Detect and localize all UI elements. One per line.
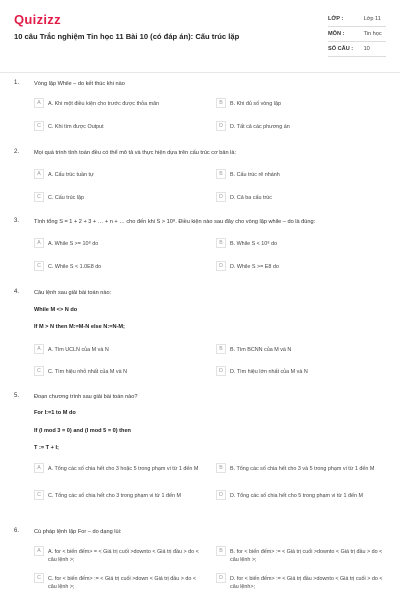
divider (328, 26, 386, 27)
question-text: Vòng lặp While – do kết thúc khi nào (34, 81, 125, 87)
option-d[interactable] (216, 121, 386, 133)
option-a[interactable] (34, 98, 204, 110)
option-text: D. Cả ba cấu trúc (230, 195, 272, 201)
meta-label: SỐ CÂU : (328, 46, 354, 52)
option-letter: A (34, 238, 44, 248)
option-letter: A (34, 169, 44, 179)
code-line: If M > N then M:=M-N else N:=N-M; (34, 324, 125, 330)
option-d[interactable] (216, 261, 386, 273)
option-text: C. Khi tìm được Output (48, 124, 104, 130)
option-d[interactable] (216, 573, 386, 595)
option-text: C. While S < 1.0E8 do (48, 264, 102, 270)
option-b[interactable] (216, 344, 386, 356)
quizizz-logo: Quizizz (14, 12, 61, 27)
option-b[interactable] (216, 546, 386, 568)
option-text: A. Tìm UCLN của M và N (48, 347, 109, 353)
meta-value: Tin học (363, 31, 382, 37)
option-text: C. Tìm hiệu nhỏ nhất của M và N (48, 369, 128, 375)
option-c[interactable] (34, 261, 204, 273)
option-letter: D (216, 261, 226, 271)
question-number: 6. (14, 528, 20, 534)
option-text: B. Khi đủ số vòng lặp (230, 101, 281, 107)
code-line: For I:=1 to M do (34, 410, 76, 416)
option-letter: B (216, 344, 226, 354)
option-letter: D (216, 490, 226, 500)
option-letter: C (34, 261, 44, 271)
option-letter: C (34, 192, 44, 202)
option-letter: C (34, 490, 44, 500)
option-text: C. for < biến đếm> := < Giá trị cuối >down < Giá trị đầu > do < câu lệnh >; (48, 576, 197, 590)
question-number: 2. (14, 149, 20, 155)
option-text: A. for < biến đếm> = < Giá trị cuối >downto < Giá trị đầu > do < câu lệnh >; (48, 549, 199, 563)
worksheet-title: 10 câu Trắc nghiệm Tin học 11 Bài 10 (có đáp án): Cấu trúc lặp (14, 32, 240, 41)
question-number: 1. (14, 80, 20, 86)
meta-row-count (328, 46, 370, 52)
worksheet-header (0, 0, 400, 72)
option-d[interactable] (216, 192, 386, 204)
meta-label: MÔN : (328, 31, 345, 37)
option-letter: B (216, 463, 226, 473)
option-a[interactable] (34, 546, 204, 568)
option-letter: D (216, 121, 226, 131)
option-letter: C (34, 366, 44, 376)
option-text: C. Cấu trúc lặp (48, 195, 84, 201)
option-letter: B (216, 238, 226, 248)
option-text: D. Tất cả các phương án (230, 124, 290, 130)
option-text: B. Tìm BCNN của M và N (230, 347, 292, 353)
option-letter: B (216, 546, 226, 556)
option-letter: B (216, 98, 226, 108)
code-line: If (I mod 3 = 0) and (I mod 5 = 0) then (34, 428, 131, 434)
option-a[interactable] (34, 169, 204, 181)
option-text: B. While S < 10⁸ do (230, 241, 278, 247)
option-a[interactable] (34, 463, 204, 485)
question-number: 5. (14, 393, 20, 399)
option-c[interactable] (34, 490, 204, 512)
option-text: A. While S >= 10⁸ do (48, 241, 99, 247)
option-text: B. Cấu trúc rẽ nhánh (230, 172, 280, 178)
divider (328, 56, 386, 57)
option-b[interactable] (216, 238, 386, 250)
question-text: Tính tổng S = 1 + 2 + 3 + … + n + … cho đến khi S > 10⁸. Điều kiện nào sau đây cho vòng lặp while – do là đúng: (34, 219, 316, 225)
option-letter: B (216, 169, 226, 179)
option-d[interactable] (216, 366, 386, 378)
question-number: 4. (14, 289, 20, 295)
option-b[interactable] (216, 463, 386, 485)
option-a[interactable] (34, 344, 204, 356)
option-c[interactable] (34, 192, 204, 204)
option-letter: D (216, 366, 226, 376)
option-a[interactable] (34, 238, 204, 250)
meta-row-subject (328, 31, 382, 37)
divider (0, 72, 400, 73)
option-letter: A (34, 546, 44, 556)
option-letter: A (34, 463, 44, 473)
question-text: Câu lệnh sau giải bài toán nào: (34, 290, 112, 296)
divider (328, 41, 386, 42)
option-text: A. Khi một điều kiện cho trước được thỏa mãn (48, 101, 160, 107)
option-c[interactable] (34, 573, 204, 595)
question-text: Đoạn chương trình sau giải bài toán nào? (34, 394, 138, 400)
option-text: D. Tổng các số chia hết cho 5 trong phạm vi từ 1 đến M (230, 493, 363, 499)
option-d[interactable] (216, 490, 386, 512)
option-text: D. While S >= E8 do (230, 264, 279, 270)
option-letter: A (34, 98, 44, 108)
option-text: D. for < biến đếm> := < Giá trị đầu >downto < Giá trị cuối > do < câu lệnh>; (230, 576, 383, 590)
option-b[interactable] (216, 169, 386, 181)
question-text: Mọi quá trình tính toán đều có thể mô tả và thực hiện dựa trên cấu trúc cơ bản là: (34, 150, 237, 156)
option-text: A. Tổng các số chia hết cho 3 hoặc 5 trong phạm vi từ 1 đến M (48, 466, 199, 472)
question-text: Cú pháp lệnh lặp For – do dạng lùi: (34, 529, 122, 535)
option-text: B. Tổng các số chia hết cho 3 và 5 trong phạm vi từ 1 đến M (230, 466, 375, 472)
option-letter: D (216, 192, 226, 202)
option-b[interactable] (216, 98, 386, 110)
meta-row-class (328, 16, 381, 22)
option-letter: C (34, 121, 44, 131)
meta-label: LỚP : (328, 16, 344, 22)
option-text: B. for < biến đếm> := < Giá trị cuối >downto < Giá trị đầu > do < câu lệnh >; (230, 549, 383, 563)
code-line: While M <> N do (34, 307, 78, 313)
option-text: A. Cấu trúc tuần tự (48, 172, 94, 178)
meta-value: 10 (363, 46, 370, 52)
option-c[interactable] (34, 366, 204, 378)
meta-value: Lớp 11 (363, 16, 381, 22)
option-letter: A (34, 344, 44, 354)
question-number: 3. (14, 218, 20, 224)
option-letter: D (216, 573, 226, 583)
option-c[interactable] (34, 121, 204, 133)
option-text: D. Tìm hiệu lớn nhất của M và N (230, 369, 308, 375)
code-line: T := T + I; (34, 445, 59, 451)
option-text: C. Tổng các số chia hết cho 3 trong phạm vi từ 1 đến M (48, 493, 181, 499)
option-letter: C (34, 573, 44, 583)
